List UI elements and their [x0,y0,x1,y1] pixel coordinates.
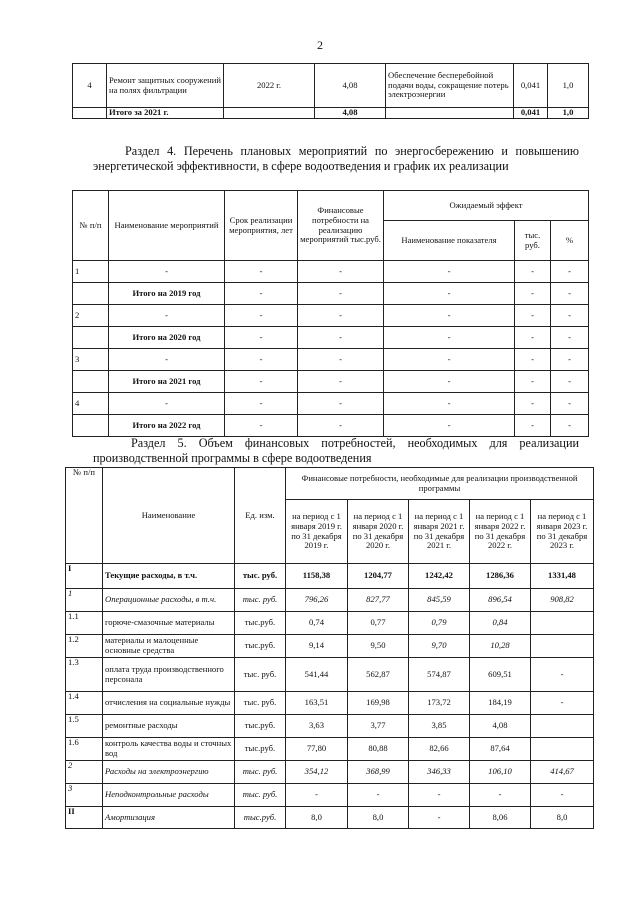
cell-value: 827,77 [348,589,409,612]
cell-value: - [409,807,470,829]
cell-value: 4,08 [470,715,531,738]
cell-value: - [531,784,594,807]
cell-num: 1.5 [66,715,103,738]
table-row [66,635,594,658]
cell-name: Ремонт защитных сооружений на полях фильтрации [107,64,224,108]
cell-unit: тыс. руб. [235,692,286,715]
cell-value: 414,67 [531,761,594,784]
cell-value: 0,84 [470,612,531,635]
cell-effect: Обеспечение бесперебойной подачи воды, сокращение потерь электроэнергии [386,64,514,108]
table-row [66,715,594,738]
cell-unit: тыс. руб. [235,589,286,612]
cell-num: 1.4 [66,692,103,715]
header-term: Срок реализации мероприятия, лет [225,191,298,261]
cell-value: 87,64 [470,738,531,761]
header-num: № п/п [66,468,103,564]
header-period: на период с 1 января 2022 г. по 31 декабря 2022 г. [470,500,531,564]
table-row: Итого на 2021 год - - - - - [73,371,589,393]
cell-value: 845,59 [409,589,470,612]
cell-value: 10,28 [470,635,531,658]
cell-value: 368,99 [348,761,409,784]
total-rub: 0,041 [514,108,548,119]
cell-num: 1.6 [66,738,103,761]
header-finance: Финансовые потребности, необходимые для реализации производственной программы [286,468,594,500]
cell-value: 0,74 [286,612,348,635]
cell-name: материалы и малоценные основные средства [103,635,235,658]
table-row [66,589,594,612]
cell-value: 82,66 [409,738,470,761]
cell-name: ремонтные расходы [103,715,235,738]
cell-value: 163,51 [286,692,348,715]
table-row: 1 - - - - - - [73,261,589,283]
cell-value: 173,72 [409,692,470,715]
cell-num: 1.1 [66,612,103,635]
cell-num: II [66,807,103,829]
cell-value: 0,79 [409,612,470,635]
cell-pct: 1,0 [548,64,589,108]
header-finance: Финансовые потребности на реализацию мероприятий тыс.руб. [298,191,384,261]
cell-name: горюче-смазочные материалы [103,612,235,635]
cell-name: Неподконтрольные расходы [103,784,235,807]
total-cost: 4,08 [315,108,386,119]
cell-unit: тыс. руб. [235,658,286,692]
header-period: на период с 1 января 2021 г. по 31 декабря 2021 г. [409,500,470,564]
cell-cost: 4,08 [315,64,386,108]
cell-year: 2022 г. [224,64,315,108]
cell-value: 169,98 [348,692,409,715]
header-name: Наименование [103,468,235,564]
cell-name: оплата труда производственного персонала [103,658,235,692]
total-pct: 1,0 [548,108,589,119]
header-rub: тыс. руб. [515,221,551,261]
cell-value: 8,0 [531,807,594,829]
table-row [66,612,594,635]
table-row [66,738,594,761]
cell-value [531,738,594,761]
table-row: 2 - - - - - - [73,305,589,327]
cell-value: 8,0 [286,807,348,829]
section4-title: Раздел 4. Перечень плановых мероприятий по энергосбережению и повышению энергетической эффективности, в сфере водоотведения и график их реализации [93,144,579,173]
cell-value: - [409,784,470,807]
cell-num: 3 [66,784,103,807]
cell-value: 541,44 [286,658,348,692]
cell-num: 4 [73,64,107,108]
cell-value: 8,06 [470,807,531,829]
header-period: на период с 1 января 2023 г. по 31 декабря 2023 г. [531,500,594,564]
cell-value: 609,51 [470,658,531,692]
header-name: Наименование мероприятий [109,191,225,261]
page-number: 2 [317,38,323,52]
cell-value: 9,14 [286,635,348,658]
table-row: 3 - - - - - - [73,349,589,371]
cell-value: - [531,658,594,692]
cell-value: 574,87 [409,658,470,692]
table-row [66,564,594,589]
cell-unit: тыс.руб. [235,635,286,658]
cell-value: 3,85 [409,715,470,738]
table-row [66,807,594,829]
cell-value: 796,26 [286,589,348,612]
cell-name: Расходы на электроэнергию [103,761,235,784]
section4-table [72,190,589,437]
cell-value: 8,0 [348,807,409,829]
header-effect: Ожидаемый эффект [384,191,589,221]
cell-unit: тыс. руб. [235,761,286,784]
cell-unit: тыс. руб. [235,564,286,589]
table-row [66,784,594,807]
header-row [66,468,594,500]
cell-value: 1158,38 [286,564,348,589]
cell-value: 9,50 [348,635,409,658]
cell-value: 3,63 [286,715,348,738]
cell-value: 1331,48 [531,564,594,589]
cell-unit: тыс.руб. [235,715,286,738]
table-row [66,692,594,715]
cell-value: 354,12 [286,761,348,784]
header-unit: Ед. изм. [235,468,286,564]
table-row: Итого на 2020 год - - - - - [73,327,589,349]
cell-value: - [348,784,409,807]
cell-num: 1 [66,589,103,612]
table-row: Итого на 2019 год - - - - - [73,283,589,305]
section5-table [65,467,594,829]
cell-value: - [531,692,594,715]
cell-value [531,715,594,738]
cell-name: Амортизация [103,807,235,829]
table-row [66,761,594,784]
cell-value: 562,87 [348,658,409,692]
cell-value: 80,88 [348,738,409,761]
cell-value [531,635,594,658]
table-row: Итого на 2022 год - - - - - [73,415,589,437]
continuation-table [72,63,589,119]
cell-value: 9,70 [409,635,470,658]
cell-value: - [470,784,531,807]
cell-value: 1204,77 [348,564,409,589]
cell-unit: тыс.руб. [235,807,286,829]
header-period: на период с 1 января 2019 г. по 31 декабря 2019 г. [286,500,348,564]
cell-name: контроль качества воды и сточных вод [103,738,235,761]
section5-title: Раздел 5. Объем финансовых потребностей, необходимых для реализации производственной программы в сфере водоотведения [93,436,579,465]
cell-num: 2 [66,761,103,784]
header-period: на период с 1 января 2020 г. по 31 декабря 2020 г. [348,500,409,564]
cell-value [531,612,594,635]
cell-num: I [66,564,103,589]
cell-value: 346,33 [409,761,470,784]
table-row [73,64,589,108]
cell-name: Текущие расходы, в т.ч. [103,564,235,589]
cell-unit: тыс. руб. [235,784,286,807]
cell-value: 1286,36 [470,564,531,589]
total-label: Итого за 2021 г. [107,108,224,119]
header-pct: % [551,221,589,261]
cell-unit: тыс.руб. [235,738,286,761]
cell-name: Операционные расходы, в т.ч. [103,589,235,612]
header-num: № п/п [73,191,109,261]
cell-num: 1.3 [66,658,103,692]
table-row: 4 - - - - - - [73,393,589,415]
cell-value: 908,82 [531,589,594,612]
cell-value: 896,54 [470,589,531,612]
cell-value: 3,77 [348,715,409,738]
cell-rub: 0,041 [514,64,548,108]
cell-value: 77,80 [286,738,348,761]
total-row [73,108,589,119]
cell-num: 1.2 [66,635,103,658]
cell-value: - [286,784,348,807]
cell-value: 184,19 [470,692,531,715]
cell-name: отчисления на социальные нужды [103,692,235,715]
cell-value: 106,10 [470,761,531,784]
cell-value: 0,77 [348,612,409,635]
header-indicator: Наименование показателя [384,221,515,261]
cell-value: 1242,42 [409,564,470,589]
header-row [73,191,589,221]
cell-unit: тыс.руб. [235,612,286,635]
table-row [66,658,594,692]
